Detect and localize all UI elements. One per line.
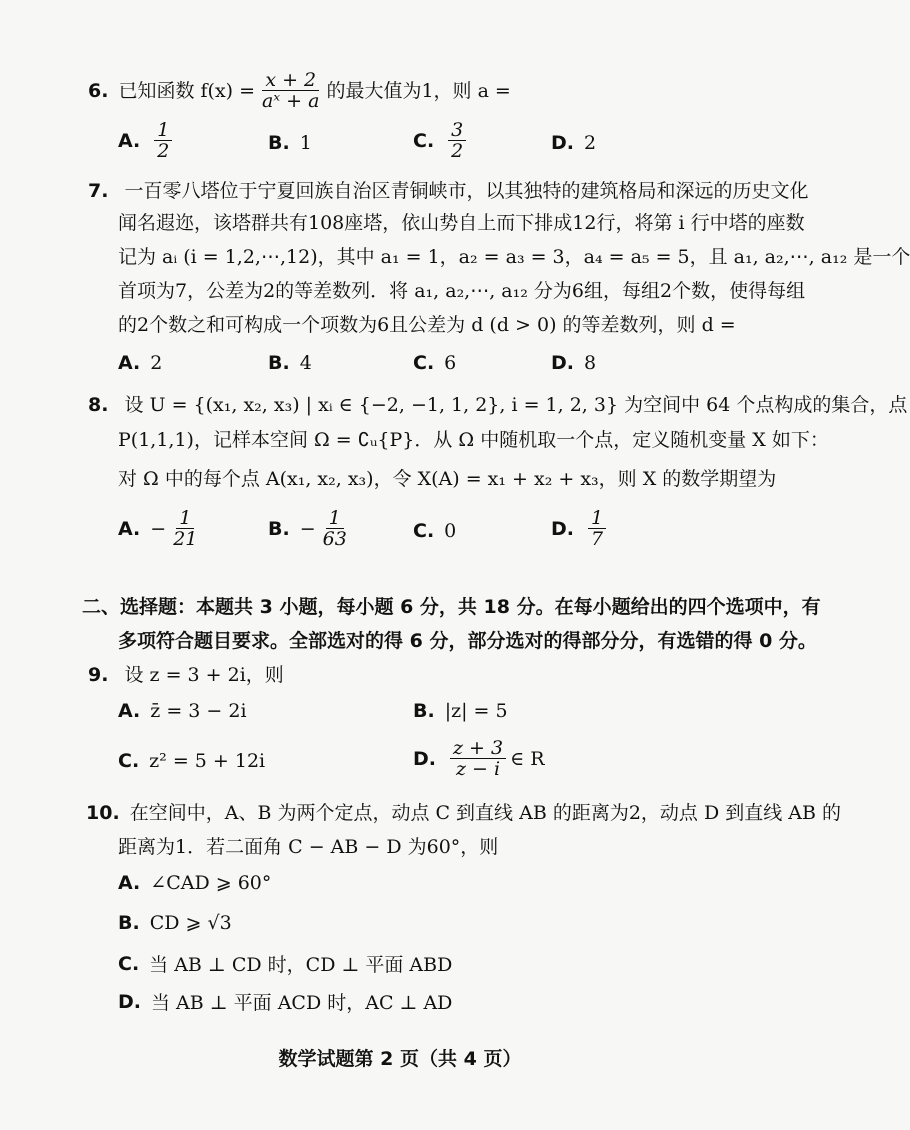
q6-option-b: B. 1: [268, 132, 312, 154]
q7-line-3: 记为 aᵢ (i = 1,2,⋯,12)，其中 a₁ = 1，a₂ = a₃ = 3，a₄ = a₅ = 5，且 a₁, a₂,⋯, a₁₂ 是一个: [118, 246, 910, 268]
q8-option-b: B. − $\frac{1}{63}$: [268, 507, 347, 550]
q7-line-1: 7. 一百零八塔位于宁夏回族自治区青铜峡市，以其独特的建筑格局和深远的历史文化: [88, 180, 809, 202]
q8-option-a: A. − $\frac{1}{21}$: [118, 507, 198, 550]
q6-pre: 已知函数 f(x) =: [118, 79, 256, 102]
q9-option-b: B. |z| = 5: [413, 700, 508, 722]
q9-option-c: C. z² = 5 + 12i: [118, 750, 266, 772]
q6-frac-num: x + 2: [262, 70, 319, 91]
q6-post: 的最大值为1，则 a =: [326, 79, 511, 102]
q6-frac-den: aˣ + a: [262, 90, 320, 112]
q7-option-c: C. 6: [413, 352, 457, 374]
q9-option-a: A. z̄ = 3 − 2i: [118, 700, 247, 722]
page-footer: 数学试题第 2 页（共 4 页）: [278, 1048, 522, 1070]
q7-option-b: B. 4: [268, 352, 312, 374]
q10-line-1: 10. 在空间中，A、B 为两个定点，动点 C 到直线 AB 的距离为2，动点 D 到直线 AB 的: [86, 802, 841, 824]
q6-option-d: D. 2: [551, 132, 597, 154]
q10-option-d: D. 当 AB ⊥ 平面 ACD 时，AC ⊥ AD: [118, 990, 453, 1014]
q9-stem: 9. 设 z = 3 + 2i，则: [88, 664, 284, 686]
q7-option-a: A. 2: [118, 352, 163, 374]
q8-option-c: C. 0: [413, 520, 457, 542]
q10-option-a: A. ∠CAD ⩾ 60°: [118, 872, 272, 894]
q7-line-2: 闻名遐迩，该塔群共有108座塔，依山势自上而下排成12行，将第 i 行中塔的座数: [118, 212, 805, 234]
section-2-instructions: 多项符合题目要求。全部选对的得 6 分，部分选对的得部分分，有选错的得 0 分。: [118, 630, 817, 652]
q9-number: 9.: [88, 664, 109, 686]
q6-number: 6.: [88, 79, 109, 102]
q6-stem: [88, 70, 511, 111]
q6-fraction: [259, 70, 322, 111]
section-2-heading: 二、选择题：本题共 3 小题，每小题 6 分，共 18 分。在每小题给出的四个选项中，有: [82, 596, 821, 618]
q6-option-a: A. $\frac{1}{2}$: [118, 120, 176, 161]
q8-option-d: D. $\frac{1}{7}$: [551, 508, 610, 549]
q10-option-c: C. 当 AB ⊥ CD 时，CD ⊥ 平面 ABD: [118, 952, 453, 976]
q10-option-b: B. CD ⩾ √3: [118, 912, 232, 934]
q10-line-2: 距离为1．若二面角 C − AB − D 为60°，则: [118, 836, 499, 858]
q7-line-4: 首项为7，公差为2的等差数列．将 a₁, a₂,⋯, a₁₂ 分为6组，每组2个数，使得每组: [118, 280, 806, 302]
q7-option-d: D. 8: [551, 352, 597, 374]
q8-number: 8.: [88, 394, 109, 416]
q10-number: 10.: [86, 802, 120, 824]
q6-option-c: C. $\frac{3}{2}$: [413, 120, 470, 161]
q7-number: 7.: [88, 180, 109, 202]
q8-line-3: 对 Ω 中的每个点 A(x₁, x₂, x₃)，令 X(A) = x₁ + x₂ + x₃，则 X 的数学期望为: [118, 468, 777, 490]
q8-line-1: 8. 设 U = {(x₁, x₂, x₃) | xᵢ ∈ {−2, −1, 1, 2}, i = 1, 2, 3} 为空间中 64 个点构成的集合，点: [88, 394, 908, 416]
q8-line-2: P(1,1,1)，记样本空间 Ω = ∁ᵤ{P}．从 Ω 中随机取一个点，定义随机变量 X 如下：: [118, 429, 829, 451]
q9-option-d: D. $\frac{z + 3}{z - i}$ ∈ R: [413, 737, 545, 780]
q7-line-5: 的2个数之和可构成一个项数为6且公差为 d (d > 0) 的等差数列，则 d =: [118, 314, 736, 336]
